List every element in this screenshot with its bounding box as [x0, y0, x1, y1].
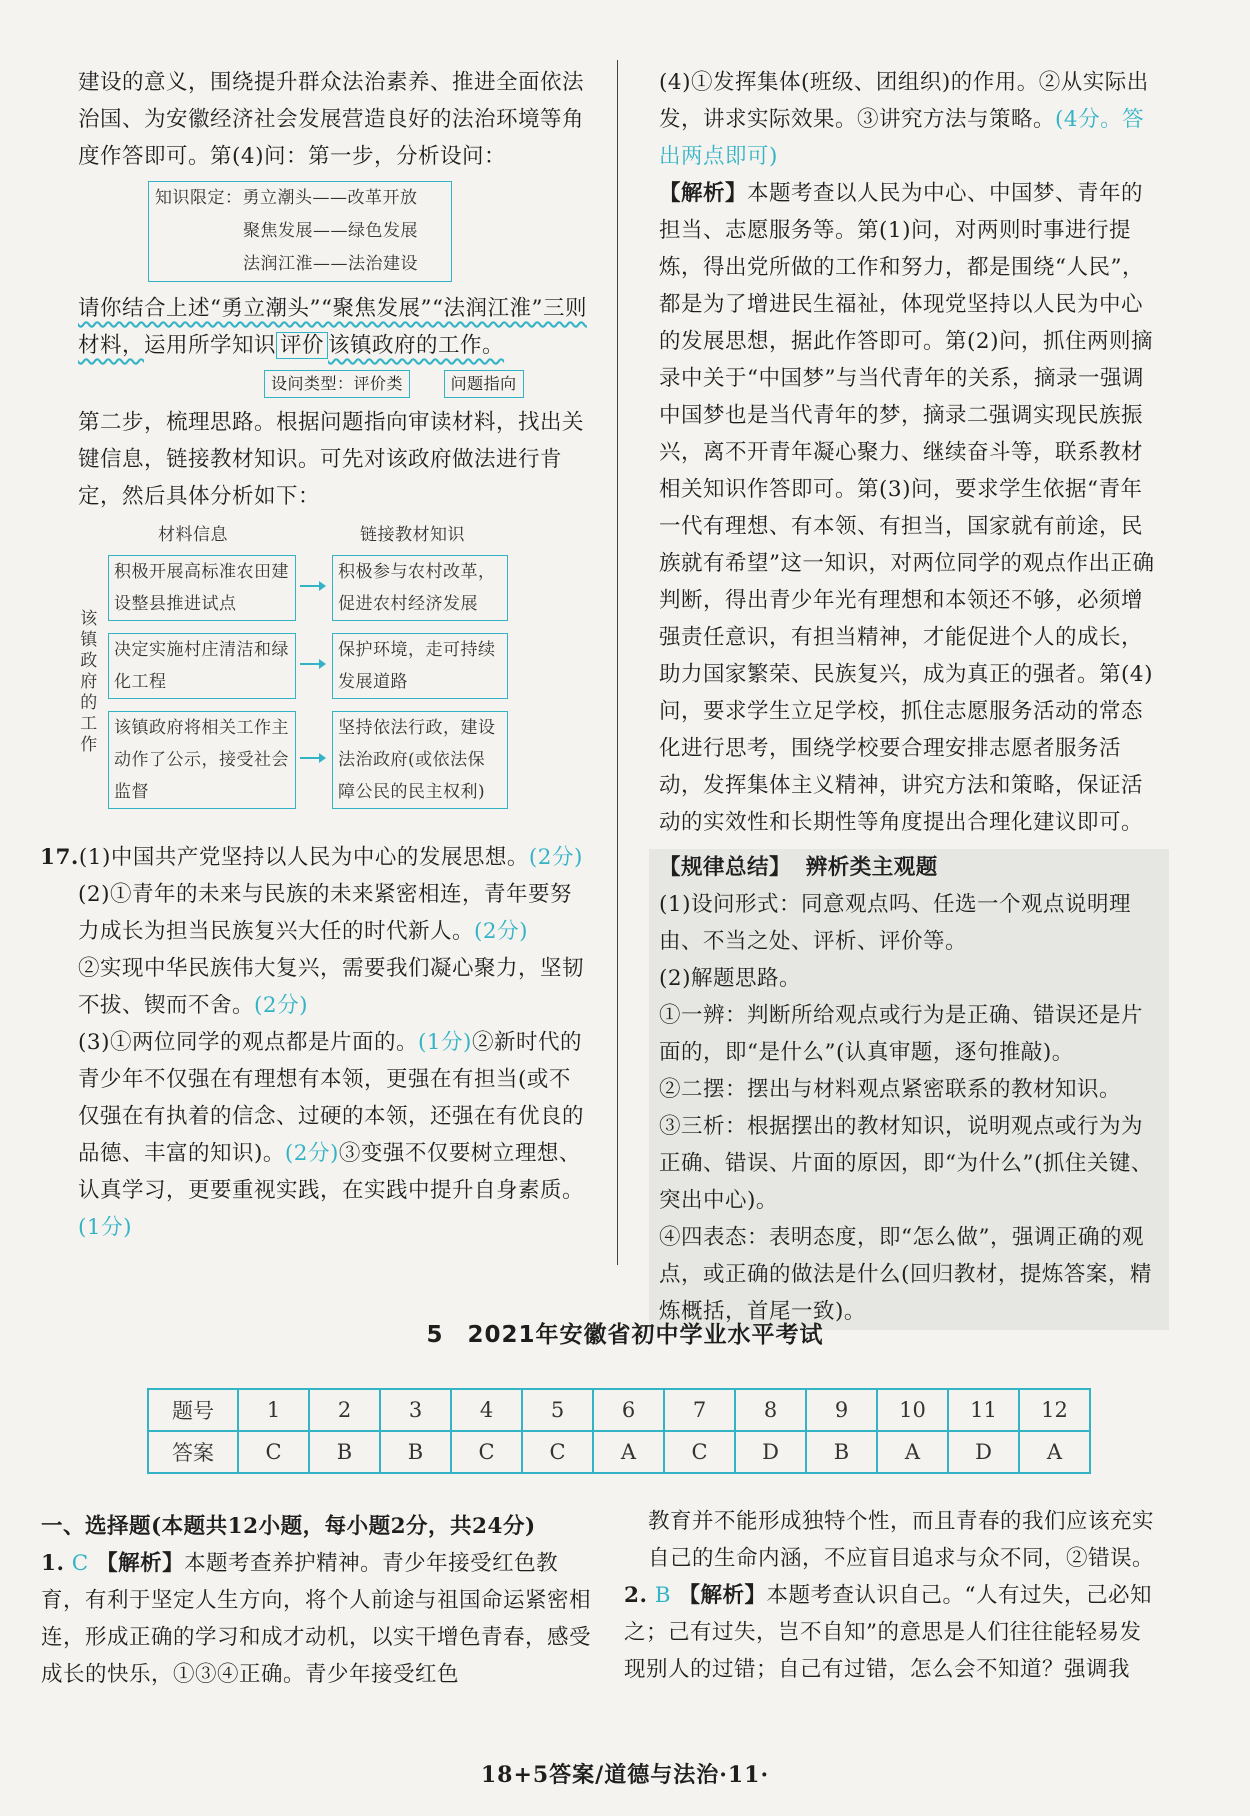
table-cell-number: 10	[877, 1389, 948, 1431]
flow-head-material: 材料信息	[158, 525, 228, 545]
flow-knowledge-1: 积极参与农村改革，促进农村经济发展	[332, 555, 508, 621]
q1-answer: C	[71, 1551, 89, 1576]
table-cell-answer: D	[735, 1431, 806, 1473]
question-stem-part1: 请你结合上述“勇立潮头”“聚焦发展”“法润江淮”三则材料，	[78, 296, 587, 358]
table-cell-answer: B	[309, 1431, 380, 1473]
q1-number: 1.	[41, 1551, 65, 1576]
q17-a4: (3)①两位同学的观点都是片面的。	[78, 1030, 418, 1055]
q17-a6: ③变强不仅要树立理想、认真学习，更要重视实践，在实践中提升自身素质。	[78, 1141, 585, 1203]
flow-material-2: 决定实施村庄清洁和绿化工程	[108, 633, 296, 699]
q17-a3: ②实现中华民族伟大复兴，需要我们凝心聚力，坚韧不拔、锲而不舍。	[78, 956, 585, 1018]
summary-line-4: ②二摆：摆出与材料观点紧密联系的教材知识。	[659, 1077, 1122, 1102]
q2-analysis-text: 本题考查认识自己。“人有过失，己必知之；己有过失，岂不自知”的意思是人们往往能轻易发现别人的过错；自己有过错，怎么会不知道？强调我	[624, 1583, 1152, 1682]
summary-label: 【规律总结】	[659, 855, 792, 880]
table-cell-answer: A	[877, 1431, 948, 1473]
left-para-2: 第二步，梳理思路。根据问题指向审读材料，找出关键信息，链接教材知识。可先对该政府做法进行肯定，然后具体分析如下：	[78, 410, 585, 509]
table-cell-answer: C	[451, 1431, 522, 1473]
table-cell-number: 5	[522, 1389, 593, 1431]
knowledge-box	[148, 181, 452, 282]
analysis-text: 本题考查以人民为中心、中国梦、青年的担当、志愿服务等。第(1)问，对两则时事进行提炼，得出党所做的工作和努力，都是围绕“人民”，都是为了增进民生福祉，体现党坚持以人民为中心的发展思想，据此作答即可。第(2)问，抓住两则摘录中关于“中国梦”与当代青年的关系，摘录一强调中国梦也是当代青年的梦，摘录二强调实现民族振兴，离不开青年凝心聚力、继续奋斗等，联系教材相关知识作答即可。第(3)问，要求学生依据“青年一代有理想、有本领、有担当，国家就有前途，民族就有希望”这一知识，对两位同学的观点作出正确判断，得出青少年光有理想和本领还不够，必须增强责任意识，有担当精神，才能促进个人的成长，助力国家繁荣、民族复兴，成为真正的强者。第(4)问，要求学生立足学校，抓住志愿服务活动的常态化进行思考，围绕学校要合理安排志愿者服务活动，发挥集体主义精神，讲究方法和策略，保证活动的实效性和长期性等角度提出合理化建议即可。	[659, 181, 1155, 835]
bottom-left-column	[41, 1508, 593, 1693]
answer-table-row-numbers	[148, 1389, 1090, 1431]
q17-number: 17.	[40, 845, 79, 870]
q2-analysis-label: 【解析】	[678, 1583, 767, 1608]
bottom-right-column	[624, 1503, 1160, 1688]
flow-side-label: 该镇政府的工作	[80, 609, 98, 755]
table-cell-number: 1	[238, 1389, 309, 1431]
flow-material-3: 该镇政府将相关工作主动作了公示，接受社会监督	[108, 711, 296, 809]
rule-summary	[649, 849, 1169, 1330]
left-column	[40, 64, 590, 1246]
question-tags	[264, 370, 590, 398]
kbox-line-3: 法润江淮——法治建设	[243, 254, 418, 274]
kbox-line-1: 知识限定：勇立潮头——改革开放	[155, 188, 418, 208]
flow-arrow-3	[300, 757, 320, 759]
flow-arrow-2	[300, 663, 320, 665]
summary-line-3: ①一辨：判断所给观点或行为是正确、错误还是片面的，即“是什么”(认真审题，逐句推敲)。	[659, 1003, 1144, 1065]
summary-line-5: ③三析：根据摆出的教材知识，说明观点或行为为正确、错误、片面的原因，即“为什么”(抓住关键、突出中心)。	[659, 1114, 1153, 1213]
tag-question-type: 设问类型：评价类	[264, 370, 410, 398]
q17-a1: (1)中国共产党坚持以人民为中心的发展思想。	[78, 845, 529, 870]
table-cell-answer: C	[664, 1431, 735, 1473]
flow-material-1: 积极开展高标准农田建设整县推进试点	[108, 555, 296, 621]
q17-a7-score: (4分。答出两点即可)	[659, 107, 1145, 169]
question-stem-boxed: 评价	[276, 332, 328, 359]
summary-title: 辨析类主观题	[805, 855, 938, 880]
q17-a1-score: (2分)	[528, 845, 583, 870]
table-row-label-answers: 答案	[148, 1431, 238, 1473]
column-divider	[617, 60, 618, 1265]
q17-a2-score: (2分)	[474, 919, 528, 944]
q17-a5-score: (2分)	[284, 1141, 339, 1166]
tag-question-direction: 问题指向	[444, 370, 524, 398]
table-cell-answer: A	[593, 1431, 664, 1473]
table-cell-number: 7	[664, 1389, 735, 1431]
q2-analysis	[624, 1577, 1160, 1688]
table-cell-answer: C	[522, 1431, 593, 1473]
q17-answer-3	[78, 950, 590, 1024]
flow-knowledge-3: 坚持依法行政，建设法治政府(或依法保障公民的民主权利)	[332, 711, 508, 809]
q17-answer-1	[40, 839, 590, 876]
answer-table	[147, 1388, 1091, 1474]
table-cell-number: 4	[451, 1389, 522, 1431]
table-cell-number: 3	[380, 1389, 451, 1431]
q1-analysis-label: 【解析】	[96, 1551, 185, 1576]
q17-a5: ②新时代的青少年不仅强在有理想有本领，更强在有担当(或不仅强在有执着的信念、过硬的本领，还强在有优良的品德、丰富的知识)。	[78, 1030, 585, 1166]
q17-analysis	[659, 175, 1159, 841]
q17-a7: (4)①发挥集体(班级、团组织)的作用。②从实际出发，讲求实际效果。③讲究方法与策略。	[659, 70, 1149, 132]
table-cell-number: 9	[806, 1389, 877, 1431]
table-cell-answer: C	[238, 1431, 309, 1473]
q17-a3-score: (2分)	[254, 993, 308, 1018]
summary-line-1: (1)设问形式：同意观点吗、任选一个观点说明理由、不当之处、评析、评价等。	[659, 892, 1131, 954]
analysis-label: 【解析】	[659, 181, 748, 206]
summary-line-2: (2)解题思路。	[659, 966, 801, 991]
table-cell-answer: B	[380, 1431, 451, 1473]
table-cell-number: 6	[593, 1389, 664, 1431]
analysis-flowchart	[78, 519, 590, 839]
q17-answer-4	[78, 1024, 590, 1246]
q17-answer-7	[659, 64, 1159, 175]
flow-knowledge-2: 保护环境，走可持续发展道路	[332, 633, 508, 699]
table-cell-answer: D	[948, 1431, 1019, 1473]
q17-a6-score: (1分)	[78, 1215, 132, 1240]
q17-a4-score: (1分)	[417, 1030, 472, 1055]
right-column	[659, 64, 1159, 1330]
q1-analysis-continued: 教育并不能形成独特个性，而且青春的我们应该充实自己的生命内涵，不应盲目追求与众不同，②错误。	[648, 1509, 1155, 1571]
flow-arrow-1	[300, 585, 320, 587]
table-row-label-numbers: 题号	[148, 1389, 238, 1431]
question-stem-part3: 该镇政府的工作。	[328, 333, 505, 358]
question-stem-part2: 运用所学知识	[144, 333, 277, 358]
summary-heading	[659, 849, 1159, 886]
table-cell-number: 8	[735, 1389, 806, 1431]
kbox-line-2: 聚焦发展——绿色发展	[243, 221, 418, 241]
q2-answer: B	[654, 1583, 672, 1608]
table-cell-number: 2	[309, 1389, 380, 1431]
table-cell-answer: B	[806, 1431, 877, 1473]
section-title: 5 2021年安徽省初中学业水平考试	[426, 1322, 824, 1348]
q2-number: 2.	[624, 1583, 648, 1608]
table-cell-answer: A	[1019, 1431, 1090, 1473]
flow-head-knowledge: 链接教材知识	[360, 525, 465, 545]
q17-a2: (2)①青年的未来与民族的未来紧密相连，青年要努力成长为担当民族复兴大任的时代新人。	[78, 882, 572, 944]
choice-section-heading: 一、选择题(本题共12小题，每小题2分，共24分)	[41, 1514, 536, 1539]
question-stem	[78, 290, 590, 364]
q1-analysis	[41, 1545, 593, 1693]
q1-analysis-text: 本题考查养护精神。青少年接受红色教育，有利于坚定人生方向，将个人前途与祖国命运紧密相连，形成正确的学习和成才动机，以实干增色青春，感受成长的快乐，①③④正确。青少年接受红色	[41, 1551, 592, 1687]
left-para-1: 建设的意义，围绕提升群众法治素养、推进全面依法治国、为安徽经济社会发展营造良好的法治环境等角度作答即可。第(4)问：第一步，分析设问：	[78, 70, 585, 169]
table-cell-number: 12	[1019, 1389, 1090, 1431]
page-footer: 18+5答案/道德与法治·11·	[480, 1762, 770, 1788]
summary-line-6: ④四表态：表明态度，即“怎么做”，强调正确的观点，或正确的做法是什么(回归教材，提炼答案，精炼概括，首尾一致)。	[659, 1225, 1152, 1324]
q17-answer-2	[78, 876, 590, 950]
answer-table-row-answers	[148, 1431, 1090, 1473]
table-cell-number: 11	[948, 1389, 1019, 1431]
